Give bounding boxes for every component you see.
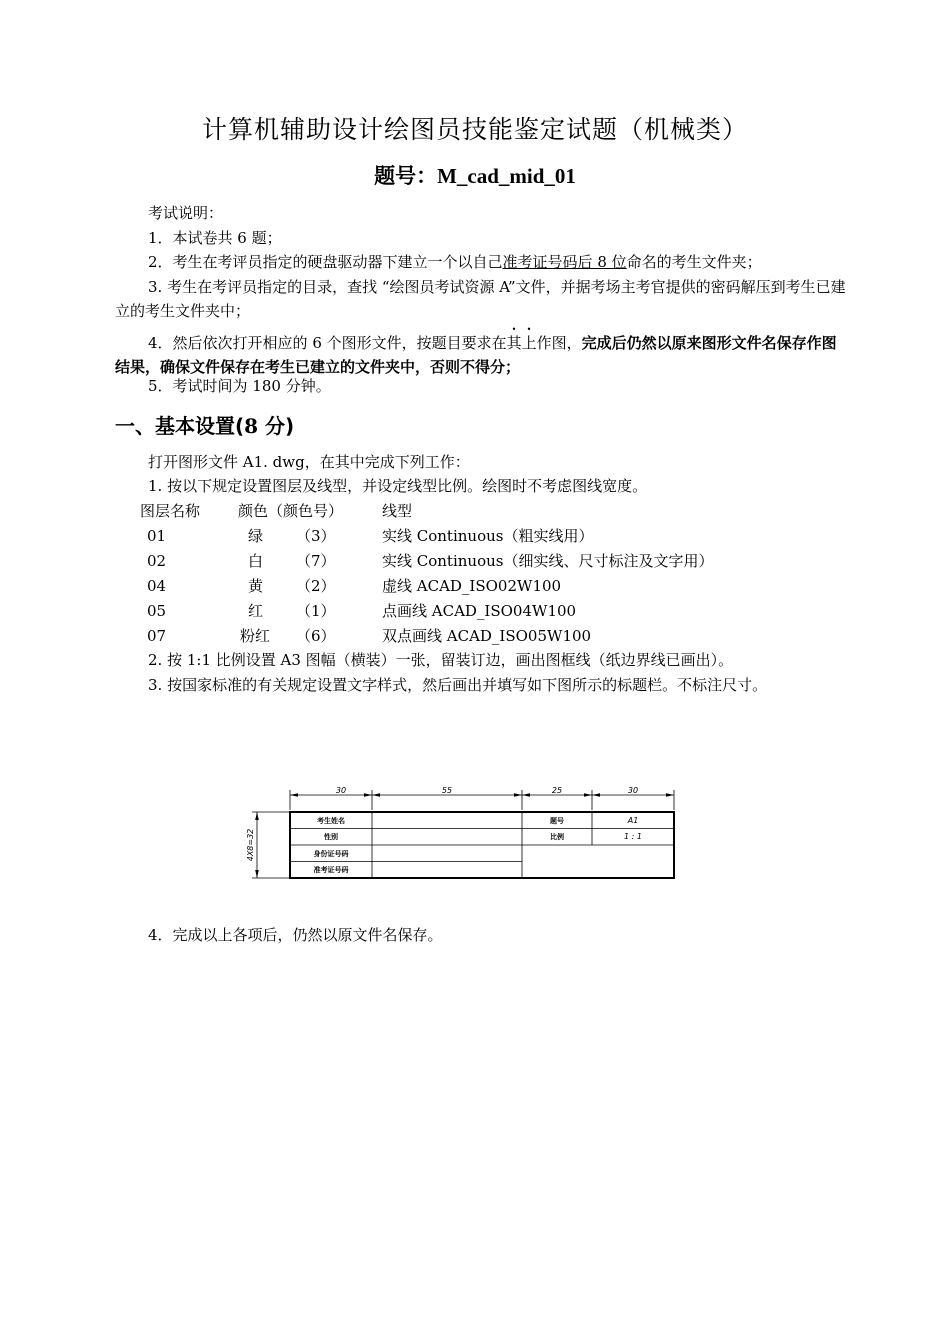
page-title: 计算机辅助设计绘图员技能鉴定试题（机械类） — [201, 115, 748, 144]
layer-name: 04 — [147, 577, 167, 595]
section-heading: 一、基本设置(8 分) — [115, 414, 295, 438]
layer-name: 02 — [147, 552, 167, 570]
layer-name: 01 — [147, 527, 167, 545]
tb-label: 考生姓名 — [317, 817, 345, 825]
step-3: 3. 按国家标准的有关规定设置文字样式，然后画出并填写如下图所示的标题栏。不标注尺寸。 — [148, 676, 768, 694]
layer-color-code: （3） — [296, 527, 336, 545]
instruction-item-5: 5．考试时间为 180 分钟。 — [148, 377, 331, 395]
tb-label: 性别 — [324, 833, 338, 841]
layer-name: 05 — [147, 602, 167, 620]
layer-header-color: 颜色（颜色号） — [238, 502, 344, 520]
instruction-item-4: 4．然后依次打开相应的 6 个图形文件，按题目要求在其上作图，完成后仍然以原来图形文件名保存作图结果，确保文件保存在考生已建立的文件夹中，否则不得分； — [115, 334, 837, 376]
layer-color-code: （2） — [296, 577, 336, 595]
layer-color-code: （1） — [296, 602, 336, 620]
layer-color: 绿 — [248, 527, 264, 545]
instruction-item-1: 1．本试卷共 6 题； — [148, 229, 282, 247]
step-4: 4．完成以上各项后，仍然以原文件名保存。 — [148, 926, 443, 944]
title-block-drawing — [240, 780, 685, 885]
step-1: 1. 按以下规定设置图层及线型，并设定线型比例。绘图时不考虑图线宽度。 — [148, 477, 648, 495]
layer-linetype: 点画线 ACAD_ISO04W100 — [382, 602, 577, 620]
instruction-item-3: 3. 考生在考评员指定的目录，查找 “绘图员考试资源 A”文件，并据考场主考官提供的密码解压到考生已建立的考生文件夹中； — [115, 278, 846, 320]
dim-label: 30 — [335, 786, 347, 795]
tb-right-value: A1 — [627, 816, 639, 825]
layer-linetype: 双点画线 ACAD_ISO05W100 — [382, 627, 592, 645]
layer-color: 粉红 — [240, 627, 271, 645]
layer-linetype: 实线 Continuous（粗实线用） — [382, 527, 594, 545]
height-dim-label: 4X8=32 — [246, 828, 255, 862]
instruction-item-2: 2．考生在考评员指定的硬盘驱动器下建立一个以自己准考证号码后 8 位命名的考生文件夹； — [148, 253, 762, 271]
tb-label: 身份证号码 — [313, 850, 349, 858]
layer-color: 红 — [248, 602, 264, 620]
section-intro: 打开图形文件 A1. dwg，在其中完成下列工作： — [148, 453, 470, 471]
question-number: 题号：M_cad_mid_01 — [374, 163, 576, 188]
layer-color-code: （6） — [296, 627, 336, 645]
tb-right-value: 1 : 1 — [624, 832, 642, 841]
tb-right-label: 比例 — [550, 833, 564, 841]
layer-color: 白 — [248, 552, 264, 570]
layer-color: 黄 — [248, 577, 264, 595]
dim-label: 55 — [441, 786, 453, 795]
dim-label: 30 — [627, 786, 639, 795]
layer-header-name: 图层名称 — [140, 502, 201, 520]
tb-label: 准考证号码 — [313, 866, 349, 874]
layer-color-code: （7） — [296, 552, 336, 570]
step-2: 2. 按 1:1 比例设置 A3 图幅（横装）一张，留装订边，画出图框线（纸边界线已画出）。 — [148, 651, 734, 669]
instructions-heading: 考试说明： — [148, 204, 224, 222]
layer-header-linetype: 线型 — [382, 502, 413, 520]
tb-right-label: 题号 — [550, 817, 564, 825]
dim-label: 25 — [551, 786, 563, 795]
layer-linetype: 虚线 ACAD_ISO02W100 — [382, 577, 562, 595]
layer-name: 07 — [147, 627, 167, 645]
layer-linetype: 实线 Continuous（细实线、尺寸标注及文字用） — [382, 552, 714, 570]
